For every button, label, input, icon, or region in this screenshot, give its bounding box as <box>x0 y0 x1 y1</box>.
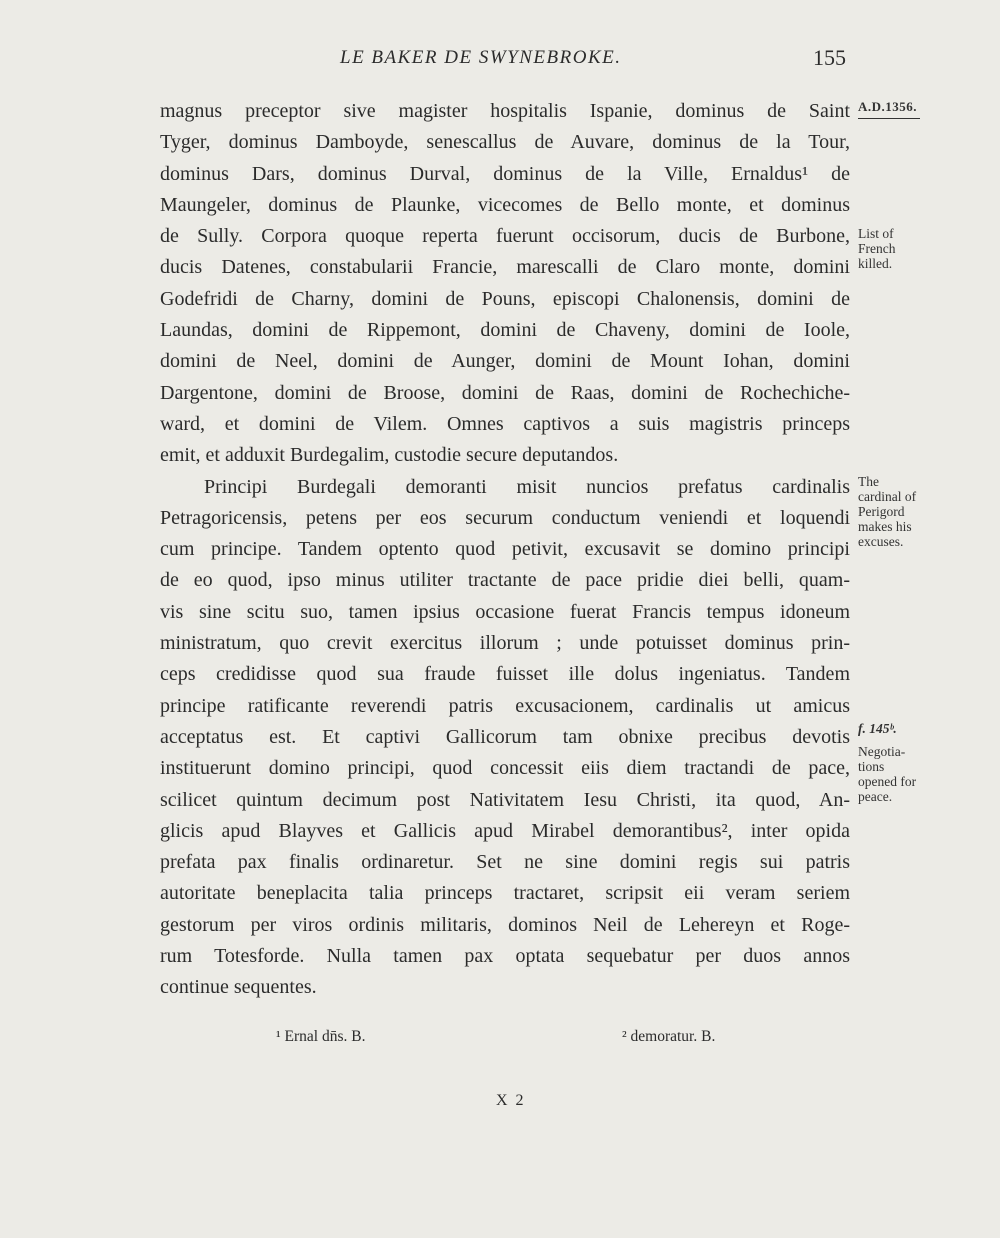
text-line: de Sully. Corpora quoque reperta fuerunt occisorum, ducis de Burbone, <box>160 225 850 248</box>
text-line: vis sine scitu suo, tamen ipsius occasione fuerat Francis tempus idoneum <box>160 600 850 623</box>
text-line: dominus Dars, dominus Durval, dominus de la Ville, Ernaldus¹ de <box>160 162 850 185</box>
margin-note-negotiations <box>858 744 916 804</box>
margin-note-line: Negotia- <box>858 744 906 759</box>
footnote-2: ² demoratur. B. <box>622 1028 716 1045</box>
folio-label: f. 145ᵇ. <box>858 721 897 736</box>
year-label: A.D.1356. <box>858 99 918 114</box>
text-line: Dargentone, domini de Broose, domini de Raas, domini de Rochechiche- <box>160 381 850 404</box>
margin-note-line: excuses. <box>858 534 904 549</box>
margin-note-line: Perigord <box>858 504 905 519</box>
margin-note-folio <box>858 721 897 736</box>
margin-note-list <box>858 226 896 271</box>
text-line: domini de Neel, domini de Aunger, domini de Mount Iohan, domini <box>160 350 850 373</box>
year-rule <box>858 118 920 119</box>
page-number: 155 <box>813 45 846 70</box>
text-line: continue sequentes. <box>160 976 317 999</box>
text-line: ward, et domini de Vilem. Omnes captivos a suis magistris princeps <box>160 412 850 435</box>
signature-mark: X 2 <box>496 1092 526 1109</box>
text-line: Tyger, dominus Damboyde, senescallus de Auvare, dominus de la Tour, <box>160 131 850 154</box>
text-line: Maungeler, dominus de Plaunke, vicecomes de Bello monte, et dominus <box>160 193 850 216</box>
margin-note-cardinal <box>858 474 916 549</box>
text-line: ducis Datenes, constabularii Francie, marescalli de Claro monte, domini <box>160 256 850 279</box>
text-line: rum Totesforde. Nulla tamen pax optata sequebatur per duos annos <box>160 945 850 968</box>
running-head: LE BAKER DE SWYNEBROKE. <box>340 47 622 68</box>
text-line: gestorum per viros ordinis militaris, dominos Neil de Lehereyn et Roge- <box>160 913 850 936</box>
text-line: magnus preceptor sive magister hospitalis Ispanie, dominus de Saint <box>160 100 850 122</box>
margin-note-line: opened for <box>858 774 917 789</box>
text-line: instituerunt domino principi, quod concessit eiis diem tractandi de pace, <box>160 757 850 780</box>
margin-note-line: makes his <box>858 519 912 534</box>
footnote-1: ¹ Ernal dn̄s. B. <box>276 1028 366 1045</box>
text-line: emit, et adduxit Burdegalim, custodie secure deputandos. <box>160 444 619 467</box>
text-line: principe ratificante reverendi patris excusacionem, cardinalis ut amicus <box>160 694 850 717</box>
main-text <box>160 96 850 1004</box>
margin-note-year <box>858 99 920 119</box>
margin-note-line: tions <box>858 759 885 774</box>
margin-note-line: killed. <box>858 256 893 271</box>
margin-note-line: cardinal of <box>858 489 917 504</box>
text-line: Godefridi de Charny, domini de Pouns, episcopi Chalonensis, domini de <box>160 287 850 310</box>
text-line: Petragoricensis, petens per eos securum conductum veniendi et loquendi <box>160 506 850 529</box>
text-line: Principi Burdegali demoranti misit nuncios prefatus cardinalis <box>204 475 850 498</box>
text-line: cum principe. Tandem optento quod petivit, excusavit se domino principi <box>160 538 850 561</box>
text-line: ministratum, quo crevit exercitus illorum ; unde potuisset dominus prin- <box>160 632 850 655</box>
text-line: scilicet quintum decimum post Nativitatem Iesu Christi, ita quod, An- <box>160 788 850 811</box>
margin-note-line: List of <box>858 226 894 241</box>
text-line: prefata pax finalis ordinaretur. Set ne sine domini regis sui patris <box>160 851 850 874</box>
text-line: Laundas, domini de Rippemont, domini de Chaveny, domini de Ioole, <box>160 319 850 342</box>
text-line: glicis apud Blayves et Gallicis apud Mirabel demorantibus², inter opida <box>160 819 850 842</box>
text-line: de eo quod, ipso minus utiliter tractante de pace pridie diei belli, quam- <box>160 569 850 592</box>
margin-note-line: peace. <box>858 789 893 804</box>
margin-note-line: The <box>858 474 879 489</box>
text-line: autoritate beneplacita talia princeps tractaret, scripsit eii veram seriem <box>160 882 850 905</box>
text-line: ceps credidisse quod sua fraude fuisset ille dolus ingeniatus. Tandem <box>160 663 850 686</box>
text-line: acceptatus est. Et captivi Gallicorum tam obnixe precibus devotis <box>160 725 850 748</box>
margin-note-line: French <box>858 241 896 256</box>
